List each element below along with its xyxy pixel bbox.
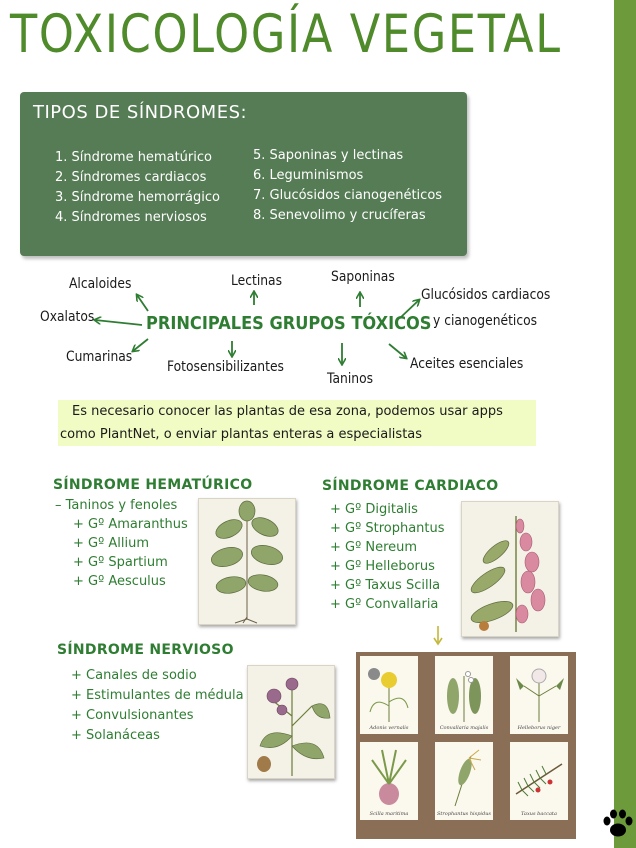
list-item: 8. Senevolimo y crucíferas (253, 208, 426, 223)
plate-caption: Adonis vernalis (369, 725, 409, 731)
group-aceites: Aceites esenciales (410, 356, 524, 372)
plate-caption: Convallaria majalis (439, 725, 489, 731)
list-item: 1. Síndrome hematúrico (55, 150, 212, 165)
group-alcaloides: Alcaloides (69, 276, 132, 292)
group-oxalatos: Oxalatos (40, 309, 95, 325)
group-cumarinas: Cumarinas (66, 349, 133, 365)
green-side-bar (614, 0, 636, 848)
syndrome-list-col2 (253, 146, 442, 226)
hematurico-list (55, 496, 188, 591)
plant-illustration-digitalis (461, 501, 559, 637)
note-box (58, 400, 536, 446)
list-item: + Gº Nereum (330, 540, 418, 555)
list-item: 2. Síndromes cardiacos (55, 170, 207, 185)
plate-helleborus (510, 656, 568, 734)
plate-caption: Strophantus hispidus (436, 811, 491, 817)
plate-caption: Scilla maritima (369, 811, 409, 817)
list-item: + Gº Taxus Scilla (330, 578, 441, 593)
list-item: 7. Glucósidos cianogenéticos (253, 188, 443, 203)
list-item: 4. Síndromes nerviosos (55, 210, 207, 225)
syndrome-types-heading: TIPOS DE SÍNDROMES: (33, 102, 248, 123)
list-item: + Gº Allium (73, 536, 149, 551)
list-item: + Gº Digitalis (330, 502, 418, 517)
nervioso-title: SÍNDROME NERVIOSO (57, 642, 234, 658)
note-line-2: como PlantNet, o enviar plantas enteras a especialistas (60, 427, 423, 442)
list-item: – Taninos y fenoles (55, 498, 178, 513)
plate-scilla (360, 742, 418, 820)
hematurico-title: SÍNDROME HEMATÚRICO (53, 477, 253, 493)
cardiaco-list (330, 500, 445, 614)
group-lectinas: Lectinas (231, 273, 283, 289)
list-item: + Convulsionantes (71, 708, 194, 723)
page-title: TOXICOLOGÍA VEGETAL (10, 4, 562, 65)
group-fotosensibilizantes: Fotosensibilizantes (167, 359, 284, 375)
cardiaco-title: SÍNDROME CARDIACO (322, 478, 499, 494)
plate-strophantus (435, 742, 493, 820)
list-item: 5. Saponinas y lectinas (253, 148, 404, 163)
plate-taxus (510, 742, 568, 820)
paw-print-icon (601, 804, 635, 840)
group-taninos: Taninos (327, 371, 374, 387)
list-item: + Gº Aesculus (73, 574, 166, 589)
plant-illustration-solanaceae (247, 665, 335, 779)
syndrome-list-col1 (55, 148, 220, 228)
list-item: 6. Leguminismos (253, 168, 364, 183)
note-line-1: Es necesario conocer las plantas de esa zona, podemos usar apps (72, 404, 503, 419)
arrow-oxalatos (95, 320, 142, 325)
syndrome-types-box (20, 92, 467, 256)
list-item: + Gº Amaranthus (73, 517, 188, 532)
group-glucosidos-1: Glucósidos cardiacos (421, 287, 551, 303)
list-item: + Solanáceas (71, 728, 160, 743)
list-item: + Gº Strophantus (330, 521, 445, 536)
toxic-groups-center-label: PRINCIPALES GRUPOS TÓXICOS (146, 313, 432, 334)
plate-convallaria (435, 656, 493, 734)
list-item: + Gº Helleborus (330, 559, 435, 574)
list-item: + Estimulantes de médula (71, 688, 244, 703)
list-item: + Gº Convallaria (330, 597, 439, 612)
plate-adonis (360, 656, 418, 734)
plate-caption: Taxus baccata (521, 811, 557, 817)
arrow-aceites (389, 344, 406, 358)
group-glucosidos-2: y cianogenéticos (433, 313, 538, 329)
plant-illustration-hematurico (198, 498, 296, 625)
arrow-alcaloides (137, 295, 148, 311)
list-item: + Gº Spartium (73, 555, 168, 570)
group-saponinas: Saponinas (331, 269, 395, 285)
list-item: 3. Síndrome hemorrágico (55, 190, 220, 205)
plant-plates-collage (356, 652, 576, 839)
nervioso-list (71, 666, 244, 746)
arrow-cumarinas (133, 339, 148, 351)
plate-caption: Helleborus niger (517, 725, 561, 731)
list-item: + Canales de sodio (71, 668, 197, 683)
